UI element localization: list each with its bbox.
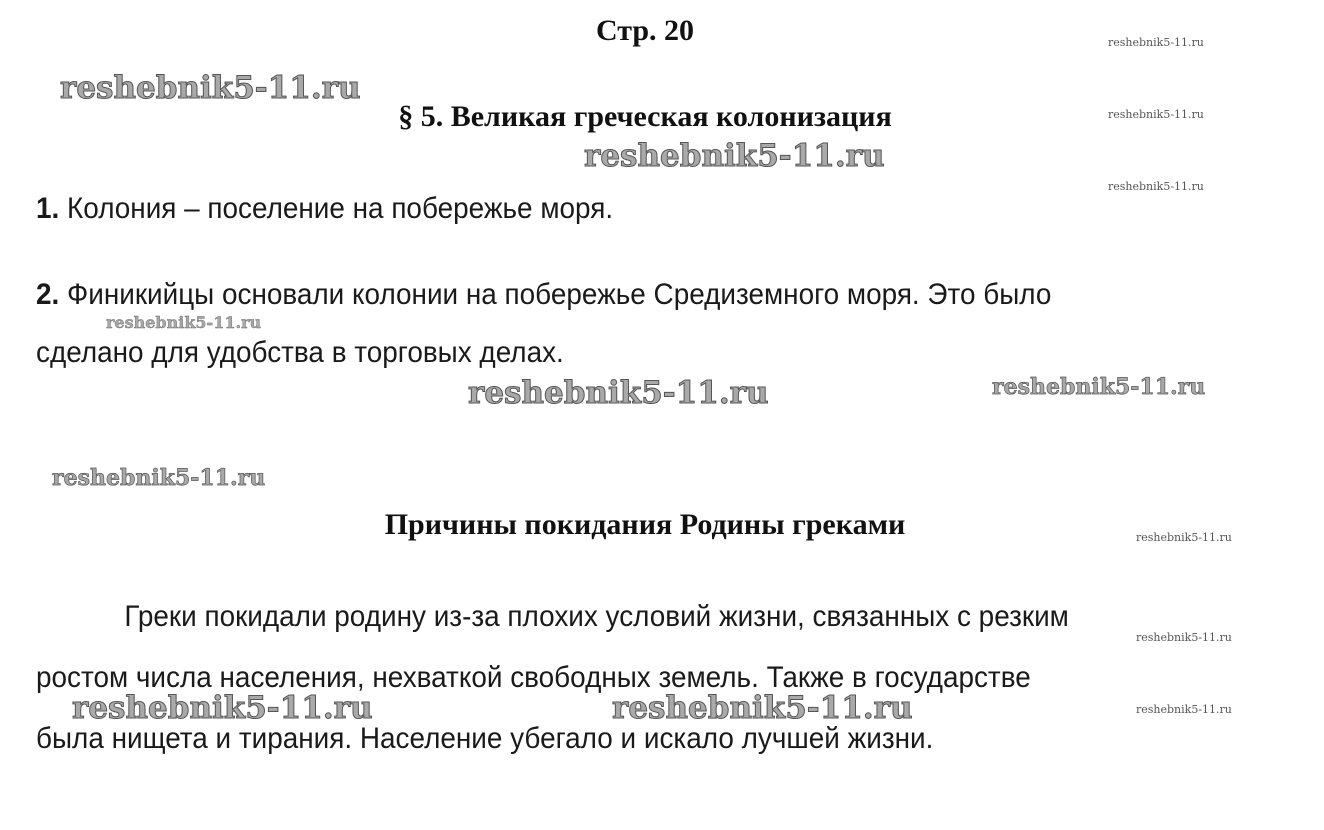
page-number: Стр. 20 xyxy=(595,14,695,47)
paragraph-line: была нищета и тирания. Население убегало и искало лучшей жизни. xyxy=(36,722,934,755)
paragraph-line: Греки покидали родину из-за плохих условий жизни, связанных с резким xyxy=(124,600,1069,633)
watermark: reshebnik5-11.ru xyxy=(72,690,373,726)
watermark: reshebnik5-11.ru xyxy=(106,313,262,332)
section-title: § 5. Великая греческая колонизация xyxy=(398,100,892,133)
watermark: reshebnik5-11.ru xyxy=(992,374,1206,400)
answer-text-continued: сделано для удобства в торговых делах. xyxy=(36,336,564,369)
answer-number: 1. xyxy=(36,192,60,225)
watermark: reshebnik5-11.ru xyxy=(1136,531,1232,544)
answer-number: 2. xyxy=(36,278,60,311)
watermark: reshebnik5-11.ru xyxy=(1108,108,1204,121)
subheading: Причины покидания Родины греками xyxy=(384,508,906,541)
watermark: reshebnik5-11.ru xyxy=(612,690,913,726)
watermark: reshebnik5-11.ru xyxy=(1136,631,1232,644)
watermark: reshebnik5-11.ru xyxy=(1136,703,1232,716)
answer-1 xyxy=(36,180,613,238)
paragraph-line: ростом числа населения, нехваткой свободных земель. Также в государстве xyxy=(36,661,1031,694)
paragraph xyxy=(36,586,1069,769)
watermark: reshebnik5-11.ru xyxy=(468,375,769,411)
answer-text: Финикийцы основали колонии на побережье Средиземного моря. Это было xyxy=(67,278,1052,311)
answer-text: Колония – поселение на побережье моря. xyxy=(67,192,614,225)
watermark: reshebnik5-11.ru xyxy=(584,138,885,174)
watermark: reshebnik5-11.ru xyxy=(60,70,361,106)
watermark: reshebnik5-11.ru xyxy=(52,465,266,491)
watermark: reshebnik5-11.ru xyxy=(1108,180,1204,193)
watermark: reshebnik5-11.ru xyxy=(1108,36,1204,49)
